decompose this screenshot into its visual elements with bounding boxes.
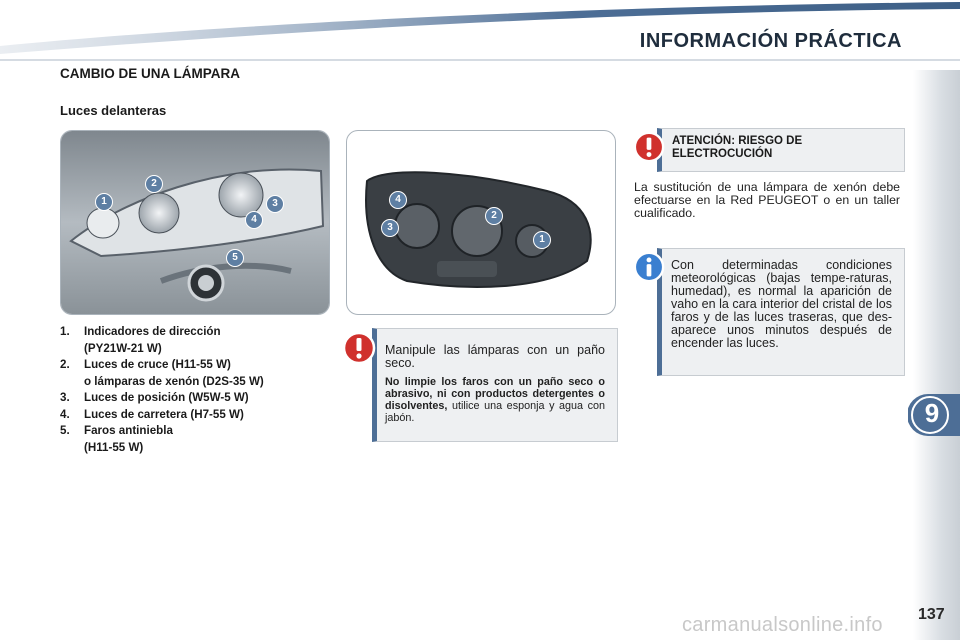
list-item: 2. Luces de cruce (H11-55 W) o lámparas de xenón (D2S-35 W) <box>60 358 264 388</box>
callout-4: 4 <box>389 191 407 209</box>
chapter-number: 9 <box>924 398 940 428</box>
subsection-title: Luces delanteras <box>60 103 167 118</box>
warning-icon <box>633 131 665 163</box>
section-title: CAMBIO DE UNA LÁMPARA <box>60 66 240 81</box>
page-title: INFORMACIÓN PRÁCTICA <box>639 30 902 52</box>
callout-5: 5 <box>226 249 244 267</box>
list-item: 1. Indicadores de dirección (PY21W-21 W) <box>60 325 221 355</box>
warning-icon <box>342 331 376 365</box>
list-item: 4. Luces de carretera (H7-55 W) <box>60 407 244 421</box>
warning-note-detail: No limpie los faros con un paño seco o abrasivo, ni con productos detergentes o disolventes, utilice una esponja y agua con jabón. <box>385 376 605 424</box>
callout-1: 1 <box>533 231 551 249</box>
page-edge-band <box>913 70 960 640</box>
watermark: carmanualsonline.info <box>682 614 883 636</box>
callout-4: 4 <box>245 211 263 229</box>
list-item: 3. Luces de posición (W5W-5 W) <box>60 391 249 404</box>
bulb-list <box>60 324 350 456</box>
callout-2: 2 <box>485 207 503 225</box>
callout-1: 1 <box>95 193 113 211</box>
headlamp-illustration <box>61 131 329 314</box>
warning-note-text: Manipule las lámparas con un paño seco. <box>385 343 605 370</box>
headlamp-unit-photo <box>346 130 616 315</box>
info-note-text: Con determinadas condiciones meteorológicas (bajas tempe-raturas, humedad), es normal la aparición de vaho en la cara interior del cristal de los faros y de las luces traseras, que des-aparece unos minutos después de encender las luces. <box>671 258 892 350</box>
callout-3: 3 <box>266 195 284 213</box>
electrocution-text: La sustitución de una lámpara de xenón debe efectuarse en la Red PEUGEOT o en un taller cualificado. <box>634 180 900 220</box>
callout-2: 2 <box>145 175 163 193</box>
callout-3: 3 <box>381 219 399 237</box>
electrocution-title: ATENCIÓN: RIESGO DE ELECTROCUCIÓN <box>672 135 803 160</box>
page-number: 137 <box>918 606 945 623</box>
list-item: 5. Faros antiniebla (H11-55 W) <box>60 424 173 454</box>
headlamp-photo <box>60 130 330 315</box>
info-icon <box>633 251 665 283</box>
